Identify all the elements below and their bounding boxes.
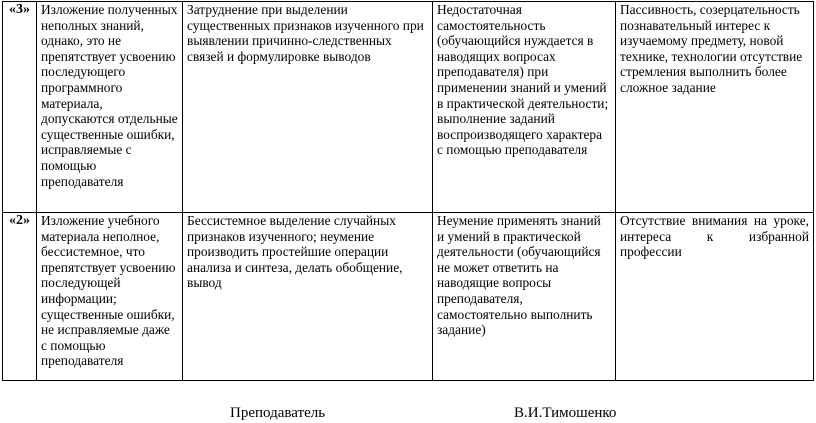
- grade-cell: «3»: [3, 2, 37, 213]
- independence-cell: Неумение применять знаний и умений в практической деятельности (обучающийся не может ответить на наводящие вопросы преподавателя, самостоятельно выполнить задание): [433, 213, 616, 381]
- teacher-name: В.И.Тимошенко: [514, 405, 617, 421]
- independence-cell: Недостаточная самостоятельность (обучающийся нуждается в наводящих вопросах преподавателя) при применении знаний и умений в практической деятельности; выполнение заданий воспроизводящего характера с помощью преподавателя: [433, 2, 616, 213]
- interest-cell: Пассивность, созерцательность познавательный интерес к изучаемому предмету, новой технике, технологии отсутствие стремления выполнить более сложное задание: [616, 2, 814, 213]
- teacher-role-label: Преподаватель: [230, 405, 326, 421]
- analysis-cell: Бессистемное выделение случайных признаков изученного; неумение производить простейшие операции анализа и синтеза, делать обобщение, вывод: [183, 213, 433, 381]
- knowledge-cell: Изложение полученных неполных знаний, однако, это не препятствует усвоению последующего программного материала, допускаются отдельные существенные ошибки, исправляемые с помощью преподавателя: [37, 2, 183, 213]
- table-row-grade-2: [3, 213, 814, 381]
- grading-criteria-table: [2, 1, 814, 381]
- table-row-grade-3: [3, 2, 814, 213]
- interest-cell: Отсутствие внимания на уроке, интереса к избранной профессии: [616, 213, 814, 381]
- knowledge-cell: Изложение учебного материала неполное, бессистемное, что препятствует усвоению последующей информации; существенные ошибки, не исправляемые даже с помощью преподавателя: [37, 213, 183, 381]
- grade-cell: «2»: [3, 213, 37, 381]
- analysis-cell: Затруднение при выделении существенных признаков изученного при выявлении причинно-следственных связей и формулировке выводов: [183, 2, 433, 213]
